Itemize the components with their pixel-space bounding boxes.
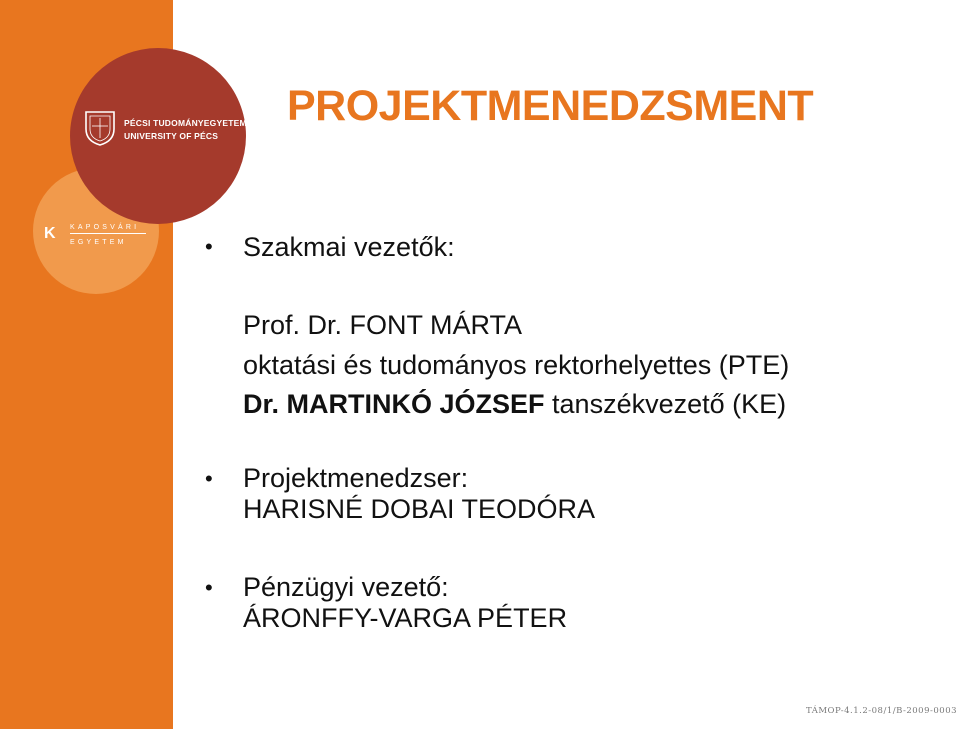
bullet-1: •: [205, 234, 213, 259]
ke-logo-mark: K: [44, 225, 56, 242]
ke-logo-text: [70, 222, 139, 249]
bullet-3: •: [205, 575, 213, 600]
section1-heading: Szakmai vezetők:: [243, 232, 455, 262]
person2-name: Dr. MARTINKÓ JÓZSEF: [243, 389, 545, 419]
section3-heading: Pénzügyi vezető:: [243, 572, 449, 602]
pte-name-hu: PÉCSI TUDOMÁNYEGYETEM: [124, 118, 247, 128]
bullet-2: •: [205, 466, 213, 491]
section2-heading: Projektmenedzser:: [243, 463, 469, 493]
slide-title: PROJEKTMENEDZSMENT: [287, 82, 814, 130]
person1-name: Prof. Dr. FONT MÁRTA: [243, 310, 523, 340]
ke-name-line1: KAPOSVÁRI: [70, 224, 140, 231]
section2-name: HARISNÉ DOBAI TEODÓRA: [243, 494, 596, 524]
ke-logo-divider: [70, 233, 146, 234]
person1-role: oktatási és tudományos rektorhelyettes (PTE): [243, 350, 790, 380]
university-seal-icon: [83, 109, 117, 147]
person2-line: [243, 388, 786, 420]
pte-logo-text: [124, 117, 247, 143]
person2-role: tanszékvezető (KE): [544, 389, 787, 419]
pte-name-en: UNIVERSITY OF PÉCS: [124, 131, 219, 141]
footer-project-code: TÁMOP-4.1.2-08/1/B-2009-0003: [806, 706, 958, 716]
section3-name: ÁRONFFY-VARGA PÉTER: [243, 603, 568, 633]
ke-name-line2: EGYETEM: [70, 239, 127, 246]
